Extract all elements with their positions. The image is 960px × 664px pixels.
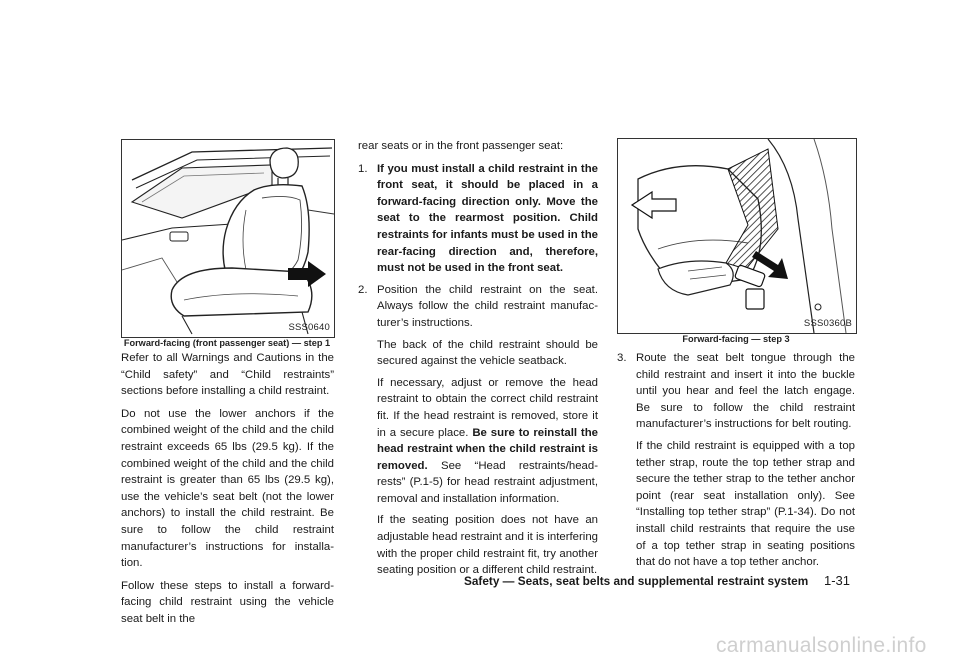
paragraph: rear seats or in the front passenger seat: <box>358 140 564 152</box>
section-footer: Safety — Seats, seat belts and supplemental restraint system <box>464 574 809 588</box>
step-1 <box>358 161 598 277</box>
figure-code: SSS0640 <box>288 322 330 333</box>
step-number: 1. <box>358 162 368 175</box>
paragraph: Follow these steps to install a forward-facing child restraint using the vehicle seat belt in the <box>121 579 334 625</box>
column-2 <box>358 138 598 584</box>
step-2 <box>358 282 598 579</box>
step-text: If the child restraint is equipped with a top tether strap, route the top tether strap and secure the tether strap to the tether anchor point (rear seat installation only). See “Installing top tether strap” (P.1-34). Do not install child restraints that require the use of a top tether strap in seating positions that do not have a top tether anchor. <box>636 439 855 569</box>
figure-front-passenger-seat <box>121 139 335 338</box>
paragraph: Refer to all Warnings and Cautions in the “Child safety” and “Child restraints” sections before installing a child restraint. <box>121 352 334 398</box>
step-text: Position the child restraint on the seat. Always follow the child restraint manufac- turer’s instructions. <box>377 283 598 329</box>
column-3 <box>617 350 855 576</box>
text-run: If necessary, adjust or remove the head restraint to obtain the correct child restraint fit. If the head restraint is removed, store it in a secure place. <box>377 376 598 439</box>
step-text: The back of the child restraint should be secured against the vehicle seatback. <box>377 338 598 368</box>
step-text: If you must install a child restraint in the front seat, it should be placed in a forward-facing direction only. Move the seat to the rearmost position. Child restraints for infants must be used in the rear-facing direction and, therefore, must not be used in the front seat. <box>377 162 598 275</box>
step-3 <box>617 350 855 571</box>
figure-code: SSS0360B <box>803 318 852 329</box>
figure-caption: Forward-facing (front passenger seat) — step 1 <box>123 338 331 348</box>
page-number: 1-31 <box>824 573 851 588</box>
seat-illustration <box>122 140 334 337</box>
step-text <box>377 375 598 508</box>
paragraph: Do not use the lower anchors if the combined weight of the child and the child restraint exceeds 65 lbs (29.5 kg). If the combined weight of the child and the child restraint is greater than 65 lbs (29.5 kg), use the vehicle’s seat belt (not the lower anchors) to install the child restraint. Be sure to follow the child restraint manufacturer’s instructions for installa- tion. <box>121 407 334 570</box>
figure-child-restraint-buckle <box>617 138 857 334</box>
step-number: 3. <box>617 352 627 364</box>
step-text: If the seating position does not have an adjustable head restraint and it is interfering with the proper child restraint fit, try another seating position or a different child restraint. <box>377 514 598 577</box>
step-text: Route the seat belt tongue through the child restraint and insert it into the buckle until you hear and feel the latch engage. Be sure to follow the child restraint manufacturer’s instructions for belt routing. <box>636 352 855 431</box>
buckle-illustration <box>618 139 856 333</box>
column-1 <box>121 350 334 628</box>
emphasis-text: Be sure to reinstall the head restraint when the child restraint is removed. <box>377 426 598 472</box>
step-number: 2. <box>358 283 368 296</box>
figure-caption: Forward-facing — step 3 <box>682 334 790 344</box>
text-run: See “Head restraints/head- rests” (P.1-5) for head restraint adjustment, removal and installation information. <box>377 459 598 505</box>
watermark: carmanualsonline.info <box>716 634 927 657</box>
